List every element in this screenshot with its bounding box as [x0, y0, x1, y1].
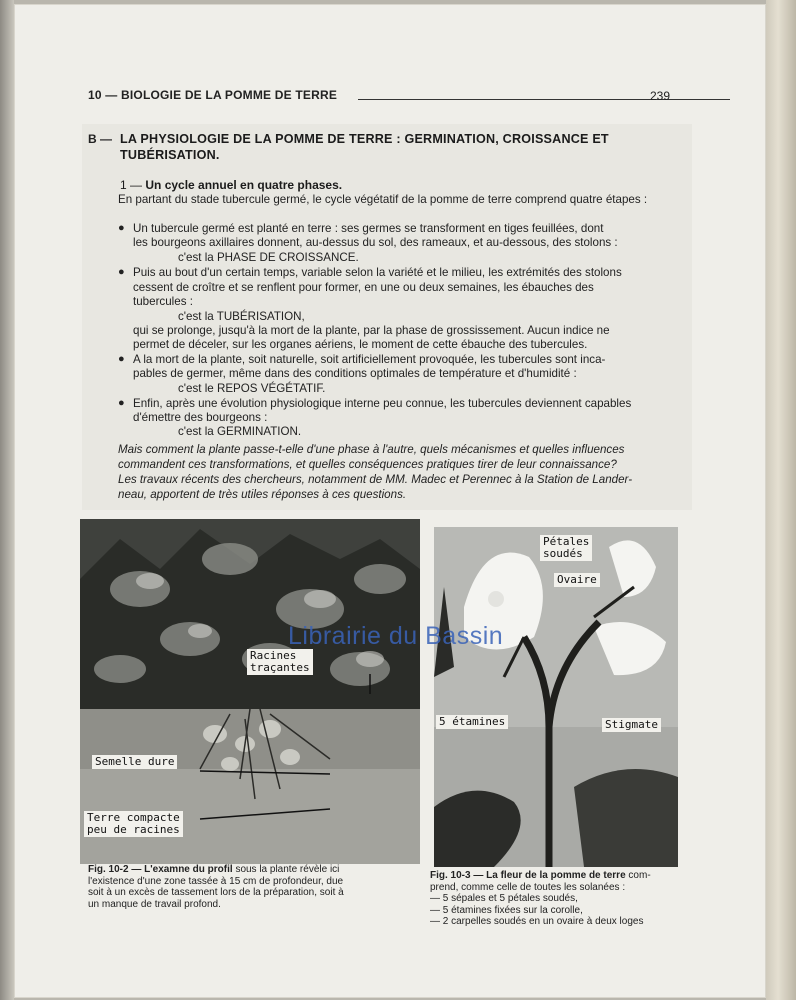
label-etamines: 5 étamines	[436, 715, 508, 729]
label-racines-line-2: traçantes	[250, 661, 310, 674]
phase-repos: c'est le REPOS VÉGÉTATIF.	[178, 382, 326, 395]
label-petales-line-1: Pétales	[543, 535, 590, 548]
label-terre-line-1: Terre compacte	[87, 811, 180, 824]
caption-fig-10-3-text-5: — 2 carpelles soudés en un ovaire à deux loges	[430, 916, 644, 927]
header-rule	[358, 99, 730, 100]
section-letter: B —	[88, 132, 112, 146]
book-spine-edge	[766, 0, 796, 1000]
label-terre-line-2: peu de racines	[87, 823, 180, 836]
bullet-icon: ●	[118, 353, 125, 365]
bullet-icon: ●	[118, 222, 125, 234]
phase-tuberisation: c'est la TUBÉRISATION,	[178, 310, 305, 323]
label-racines	[247, 649, 313, 675]
label-racines-line-1: Racines	[250, 649, 297, 662]
bullet-1-line-1: Un tubercule germé est planté en terre : ses germes se transforment en tiges feuillées, dont	[133, 222, 604, 235]
page-number: 239	[649, 89, 670, 103]
subsection-title: Un cycle annuel en quatre phases.	[145, 178, 343, 192]
caption-fig-10-3-title: La fleur de la pomme de terre	[486, 870, 626, 881]
subsection-number: 1 —	[120, 178, 143, 192]
caption-fig-10-3-line-1	[430, 870, 680, 882]
caption-fig-10-3-text-2: prend, comme celle de toutes les solanées :	[430, 881, 626, 893]
flower-photo	[434, 527, 678, 867]
label-stigmate: Stigmate	[602, 718, 661, 732]
bullet-1-line-2: les bourgeons axillaires donnent, au-dessus du sol, des rameaux, et au-dessous, des stolons :	[133, 236, 618, 249]
caption-fig-10-2-text-4: un manque de travail profond.	[88, 898, 221, 910]
italic-line-3: Les travaux récents des chercheurs, notamment de MM. Madec et Perennec à la Station de Lander-	[118, 473, 633, 486]
caption-fig-10-2-line-1	[88, 864, 424, 876]
label-petales-line-2: soudés	[543, 547, 583, 560]
phase-croissance: c'est la PHASE DE CROISSANCE.	[178, 251, 359, 264]
bullet-2-line-3: tubercules :	[133, 295, 193, 308]
bullet-icon: ●	[118, 397, 125, 409]
subsection-heading	[120, 178, 342, 192]
label-semelle: Semelle dure	[92, 755, 177, 769]
bullet-2-line-2: cessent de croître et se renflent pour former, en une ou deux semaines, les ébauches des	[133, 281, 594, 294]
caption-fig-10-2-text-3: soit à un excès de tassement lors de la préparation, soit à	[88, 887, 344, 898]
caption-fig-10-2	[88, 864, 424, 910]
label-petales	[540, 535, 592, 561]
bullet-2-line-1: Puis au bout d'un certain temps, variable selon la variété et le milieu, les extrémités des stolons	[133, 266, 622, 279]
bullet-2-after-1: qui se prolonge, jusqu'à la mort de la plante, par la phase de grossissement. Aucun indice ne	[133, 324, 610, 337]
section-title: LA PHYSIOLOGIE DE LA POMME DE TERRE : GERMINATION, CROISSANCE ET TUBÉRISATION.	[120, 132, 609, 162]
bullet-3-line-1: A la mort de la plante, soit naturelle, soit artificiellement provoquée, les tubercules sont inca-	[133, 353, 606, 366]
caption-fig-10-2-title: L'examne du profil	[144, 864, 233, 875]
caption-fig-10-3	[430, 870, 680, 928]
italic-line-2: commandent ces transformations, et quelles conséquences pratiques tirer de leur connaissance?	[118, 458, 617, 471]
label-terre	[84, 811, 183, 837]
chapter-title: 10 — BIOLOGIE DE LA POMME DE TERRE	[88, 88, 338, 102]
caption-fig-10-2-text-1: sous la plante révèle ici	[235, 864, 340, 875]
bullet-3-line-2: pables de germer, même dans des conditions optimales de température et d'humidité :	[133, 367, 577, 380]
caption-fig-10-3-text-4: — 5 étamines fixées sur la corolle,	[430, 904, 583, 916]
caption-fig-10-3-text-3: — 5 sépales et 5 pétales soudés,	[430, 893, 578, 904]
phase-germination: c'est la GERMINATION.	[178, 425, 302, 438]
label-ovaire: Ovaire	[554, 573, 600, 587]
running-header	[88, 88, 668, 108]
bullet-4-line-2: d'émettre des bourgeons :	[133, 411, 268, 424]
caption-fig-10-3-text-1: com-	[628, 870, 651, 881]
bullet-icon: ●	[118, 266, 125, 278]
bullet-4-line-1: Enfin, après une évolution physiologique interne peu connue, les tubercules deviennent capables	[133, 397, 632, 410]
caption-fig-10-2-number: Fig. 10-2 —	[88, 864, 142, 875]
bullet-2-after-2: permet de déceler, sur les organes aériens, le moment de cette ébauche des tubercules.	[133, 338, 588, 351]
soil-profile-photo	[80, 519, 420, 864]
caption-fig-10-2-text-2: l'existence d'une zone tassée à 15 cm de profondeur, due	[88, 875, 344, 887]
italic-line-4: neau, apportent de très utiles réponses à ces questions.	[118, 488, 407, 501]
book-left-edge	[0, 0, 14, 1000]
intro-paragraph: En partant du stade tubercule germé, le cycle végétatif de la pomme de terre comprend quatre étapes :	[118, 193, 648, 206]
watermark: Librairie du Bassin	[288, 622, 504, 650]
caption-fig-10-3-number: Fig. 10-3 —	[430, 870, 484, 881]
italic-line-1: Mais comment la plante passe-t-elle d'une phase à l'autre, quels mécanismes et quelles influences	[118, 443, 625, 456]
